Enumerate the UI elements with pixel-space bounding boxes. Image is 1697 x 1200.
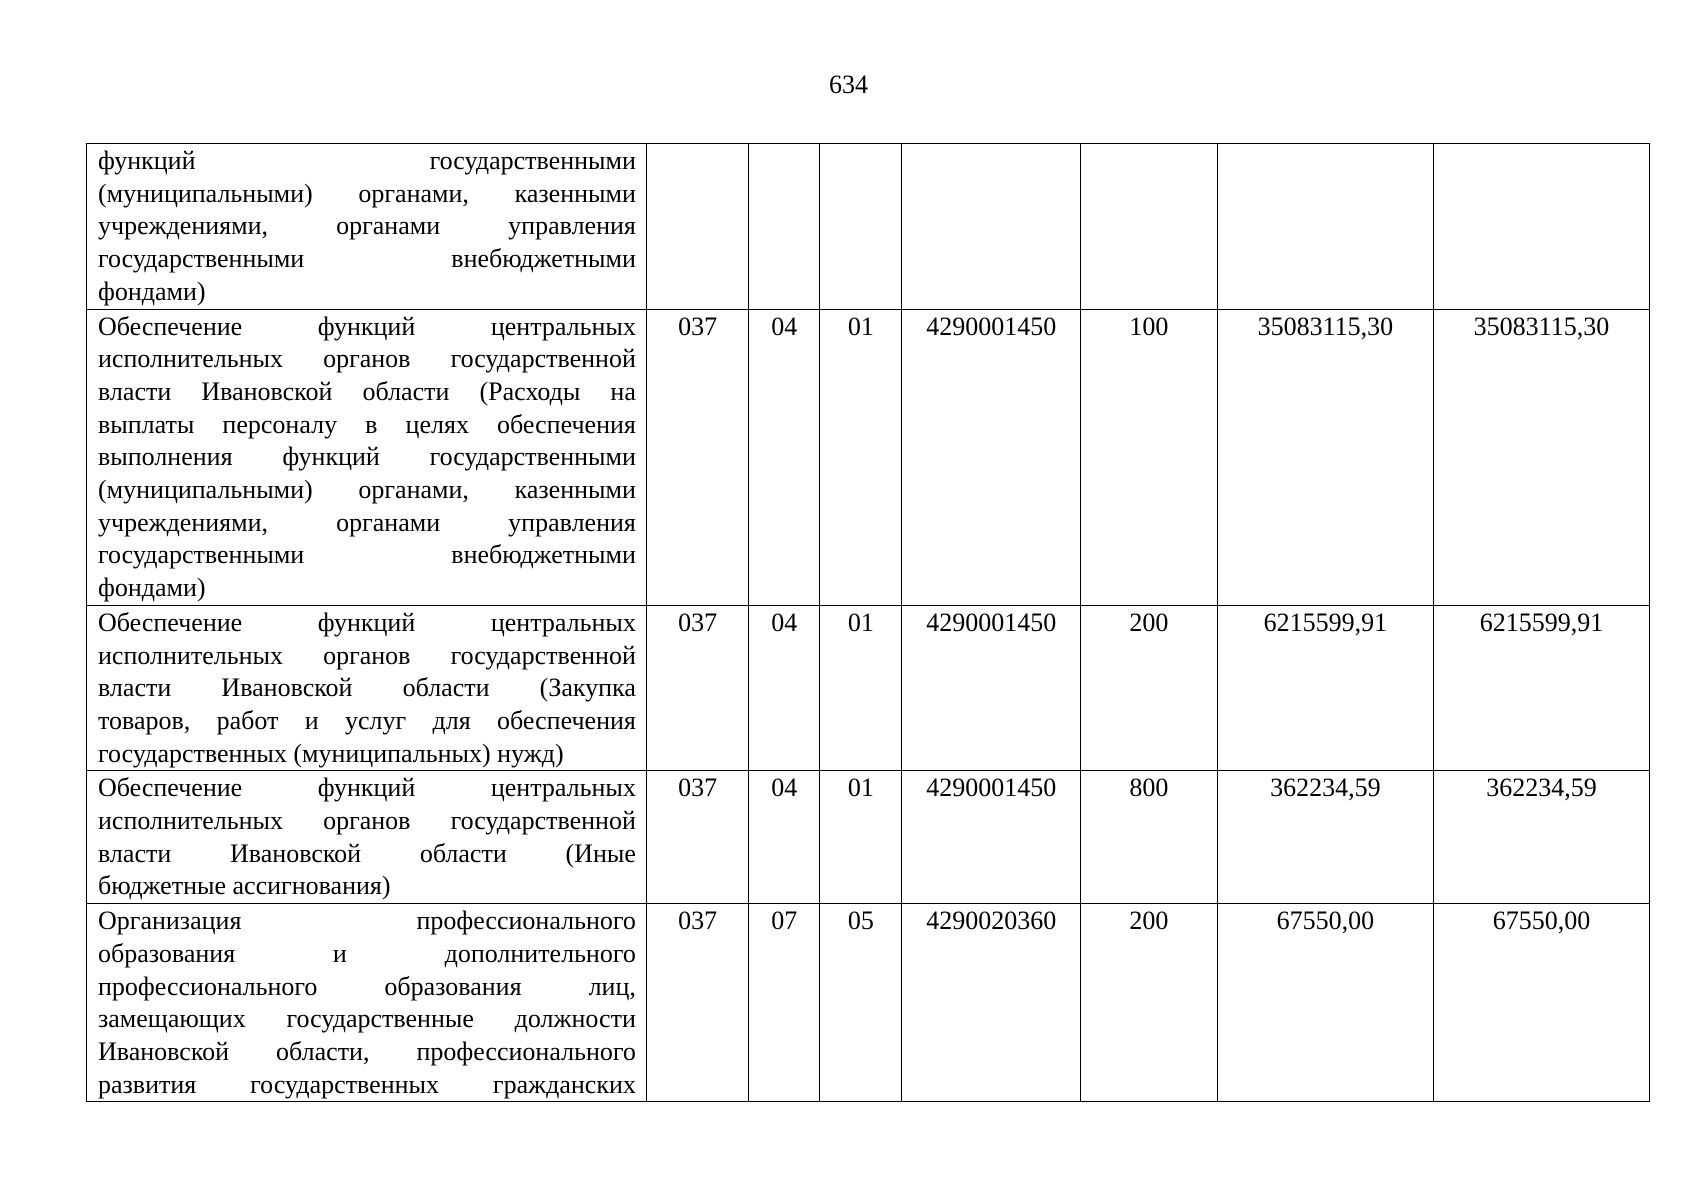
description-line: власти Ивановской области (Закупка bbox=[98, 673, 636, 703]
description-line: учреждениями, органами управления bbox=[98, 507, 636, 537]
description-line: государственных (муниципальных) нужд) bbox=[98, 738, 564, 768]
description-line: профессионального образования лиц, bbox=[98, 971, 636, 1001]
table-row bbox=[87, 309, 1650, 605]
description-line: образования и дополнительного bbox=[98, 938, 636, 968]
description-line: исполнительных органов государственной bbox=[98, 806, 636, 836]
description-line: Обеспечение функций центральных bbox=[98, 773, 636, 803]
table-row bbox=[87, 605, 1650, 771]
table-row bbox=[87, 771, 1650, 904]
description-line: Организация профессионального bbox=[98, 906, 636, 936]
cell-section-code: 04 bbox=[749, 309, 820, 605]
description-line: власти Ивановской области (Иные bbox=[98, 838, 636, 868]
cell-amount-2: 362234,59 bbox=[1433, 771, 1649, 904]
cell-target-article-code bbox=[902, 144, 1081, 310]
description-line: (муниципальными) органами, казенными bbox=[98, 178, 636, 208]
cell-subsection-code bbox=[820, 144, 902, 310]
cell-description bbox=[87, 309, 647, 605]
cell-section-code: 07 bbox=[749, 904, 820, 1102]
cell-description bbox=[87, 904, 647, 1102]
description-line: власти Ивановской области (Расходы на bbox=[98, 376, 636, 406]
cell-subsection-code: 01 bbox=[820, 309, 902, 605]
cell-section-code: 04 bbox=[749, 605, 820, 771]
description-line: выплаты персоналу в целях обеспечения bbox=[98, 409, 636, 439]
description-line: исполнительных органов государственной bbox=[98, 640, 636, 670]
description-line: Обеспечение функций центральных bbox=[98, 607, 636, 637]
cell-expense-type-code: 200 bbox=[1080, 605, 1217, 771]
cell-amount-1 bbox=[1217, 144, 1433, 310]
description-line: товаров, работ и услуг для обеспечения bbox=[98, 705, 636, 735]
description-line: фондами) bbox=[98, 276, 206, 306]
cell-grbs-code: 037 bbox=[646, 605, 748, 771]
table-body bbox=[87, 144, 1650, 1102]
description-line: учреждениями, органами управления bbox=[98, 211, 636, 241]
cell-description bbox=[87, 144, 647, 310]
cell-amount-1: 35083115,30 bbox=[1217, 309, 1433, 605]
cell-amount-1: 67550,00 bbox=[1217, 904, 1433, 1102]
description-line: замещающих государственные должности bbox=[98, 1004, 636, 1034]
description-line: Ивановской области, профессионального bbox=[98, 1036, 636, 1066]
cell-description bbox=[87, 771, 647, 904]
description-line: (муниципальными) органами, казенными bbox=[98, 475, 636, 505]
table-row bbox=[87, 904, 1650, 1102]
description-line: государственными внебюджетными bbox=[98, 244, 636, 274]
cell-amount-2 bbox=[1433, 144, 1649, 310]
cell-expense-type-code: 800 bbox=[1080, 771, 1217, 904]
cell-target-article-code: 4290001450 bbox=[902, 605, 1081, 771]
cell-subsection-code: 01 bbox=[820, 771, 902, 904]
cell-subsection-code: 05 bbox=[820, 904, 902, 1102]
cell-expense-type-code: 200 bbox=[1080, 904, 1217, 1102]
description-line: исполнительных органов государственной bbox=[98, 344, 636, 374]
description-line: функций государственными bbox=[98, 146, 636, 175]
description-line: бюджетные ассигнования) bbox=[98, 871, 391, 901]
cell-subsection-code: 01 bbox=[820, 605, 902, 771]
cell-grbs-code: 037 bbox=[646, 771, 748, 904]
cell-grbs-code: 037 bbox=[646, 904, 748, 1102]
cell-expense-type-code bbox=[1080, 144, 1217, 310]
table-row bbox=[87, 144, 1650, 310]
cell-amount-2: 35083115,30 bbox=[1433, 309, 1649, 605]
cell-section-code: 04 bbox=[749, 771, 820, 904]
budget-table bbox=[86, 143, 1650, 1102]
description-line: развития государственных гражданских bbox=[98, 1069, 636, 1099]
cell-description bbox=[87, 605, 647, 771]
description-line: Обеспечение функций центральных bbox=[98, 311, 636, 341]
cell-section-code bbox=[749, 144, 820, 310]
cell-grbs-code bbox=[646, 144, 748, 310]
description-line: выполнения функций государственными bbox=[98, 442, 636, 472]
cell-amount-1: 362234,59 bbox=[1217, 771, 1433, 904]
cell-amount-1: 6215599,91 bbox=[1217, 605, 1433, 771]
cell-amount-2: 6215599,91 bbox=[1433, 605, 1649, 771]
page-number: 634 bbox=[829, 70, 868, 99]
cell-target-article-code: 4290001450 bbox=[902, 309, 1081, 605]
description-line: государственными внебюджетными bbox=[98, 540, 636, 570]
cell-expense-type-code: 100 bbox=[1080, 309, 1217, 605]
cell-amount-2: 67550,00 bbox=[1433, 904, 1649, 1102]
cell-target-article-code: 4290001450 bbox=[902, 771, 1081, 904]
description-line: фондами) bbox=[98, 573, 206, 603]
cell-target-article-code: 4290020360 bbox=[902, 904, 1081, 1102]
cell-grbs-code: 037 bbox=[646, 309, 748, 605]
